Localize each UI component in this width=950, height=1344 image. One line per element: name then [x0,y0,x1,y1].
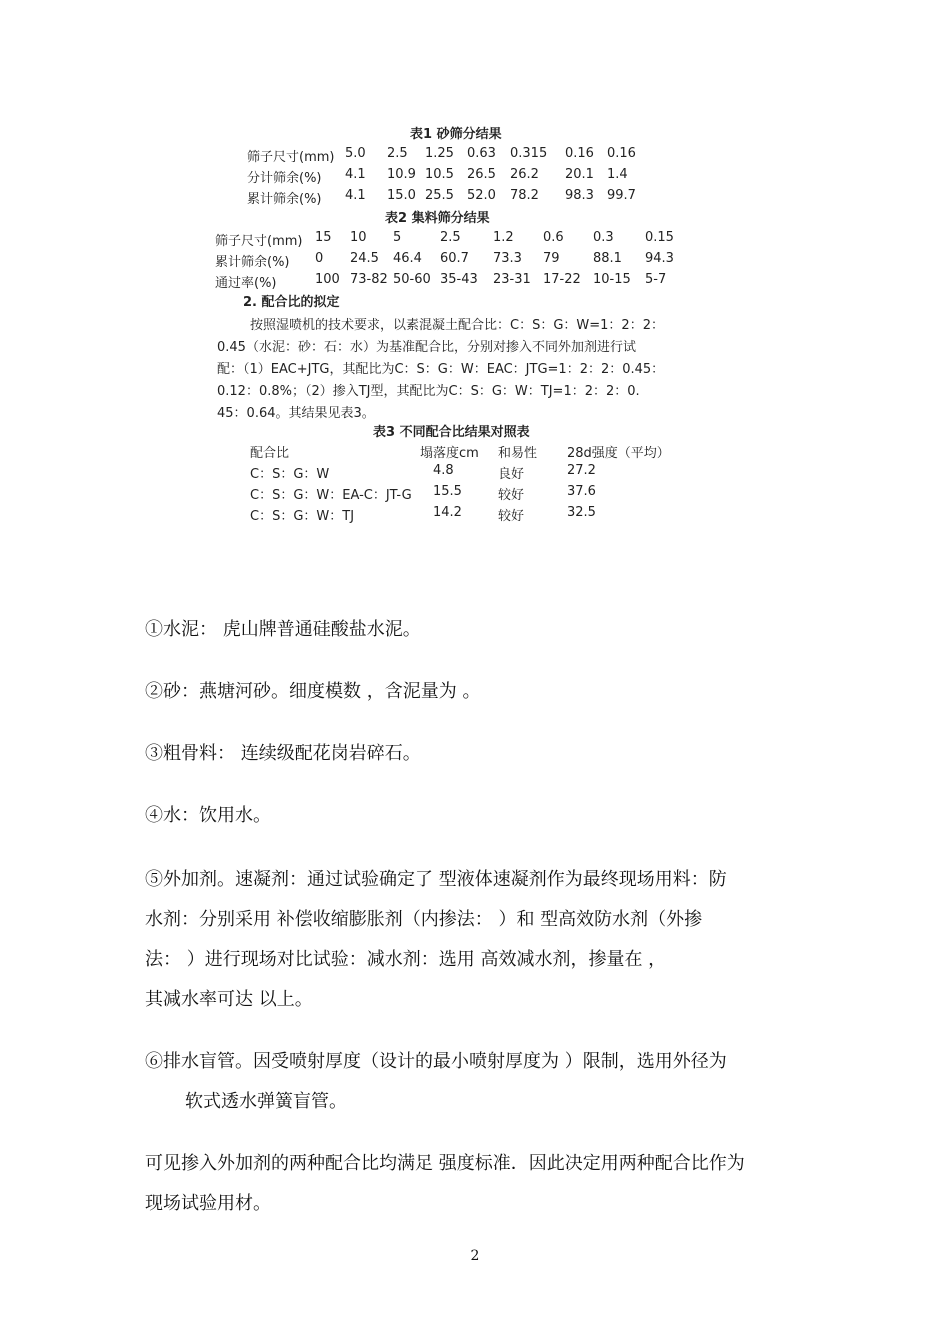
table3-cell: 37.6 [567,484,596,499]
table2-cell: 10-15 [593,272,631,287]
table1-cell: 78.2 [510,188,539,203]
section2-line: 45：0.64。其结果见表3。 [217,406,375,421]
paragraph-admixture-line: ⑤外加剂。速凝剂：通过试验确定了 型液体速凝剂作为最终现场用料：防 [145,869,727,890]
table2-cell: 0.6 [543,230,564,245]
table2-cell: 1.2 [493,230,514,245]
table1-cell: 26.2 [510,167,539,182]
table3-cell: C：S：G：W：EA-C：JT-G [250,488,412,503]
table2-cell: 2.5 [440,230,461,245]
table1-cell: 15.0 [387,188,416,203]
table2-cell: 60.7 [440,251,469,266]
section2-heading: 2. 配合比的拟定 [243,295,340,310]
scanned-figure [205,115,695,525]
table1-cell: 10.5 [425,167,454,182]
paragraph-conclusion-line: 可见掺入外加剂的两种配合比均满足 强度标准．因此决定用两种配合比作为 [145,1153,745,1174]
paragraph-admixture-line: 法： ）进行现场对比试验：减水剂：选用 高效减水剂，掺量在 ， [145,949,667,970]
table2-cell: 15 [315,230,332,245]
paragraph-admixture-line: 水剂：分别采用 补偿收缩膨胀剂（内掺法： ）和 型高效防水剂（外掺 [145,909,703,930]
table2-cell: 23-31 [493,272,531,287]
table2-cell: 73.3 [493,251,522,266]
paragraph-cement: ①水泥： 虎山牌普通硅酸盐水泥。 [145,619,421,640]
table1-cell: 0.315 [510,146,548,161]
table1-cell: 1.25 [425,146,454,161]
section2-line: 配：（1）EAC+JTG，其配比为C：S：G：W：EAC：JTG=1：2：2：0.45： [217,362,665,377]
table2-cell: 100 [315,272,340,287]
table2-cell: 0.3 [593,230,614,245]
table2-cell: 0.15 [645,230,674,245]
table1-cell: 52.0 [467,188,496,203]
table2-cell: 73-82 [350,272,388,287]
table1-cell: 0.16 [565,146,594,161]
paragraph-drain-pipe-line: 软式透水弹簧盲管。 [185,1091,347,1112]
table2-cell: 88.1 [593,251,622,266]
table1-title: 表1 砂筛分结果 [410,127,502,142]
table1-cell: 99.7 [607,188,636,203]
table2-row-label: 累计筛余(%) [215,255,290,270]
table3-cell: C：S：G：W [250,467,330,482]
paragraph-admixture-line: 其减水率可达 以上。 [145,989,313,1010]
table3-cell: C：S：G：W：TJ [250,509,355,524]
table2-cell: 17-22 [543,272,581,287]
paragraph-drain-pipe-line: ⑥排水盲管。因受喷射厚度（设计的最小喷射厚度为 ）限制，选用外径为 [145,1051,727,1072]
table1-cell: 2.5 [387,146,408,161]
table2-cell: 46.4 [393,251,422,266]
section2-line: 0.12：0.8%；（2）掺入TJ型，其配比为C：S：G：W：TJ=1：2：2：0. [217,384,640,399]
table1-cell: 4.1 [345,167,366,182]
page-number: 2 [470,1248,480,1264]
table2-cell: 10 [350,230,367,245]
table3-title: 表3 不同配合比结果对照表 [373,425,530,440]
table3-cell: 15.5 [433,484,462,499]
table3-cell: 较好 [498,509,525,524]
table2-cell: 24.5 [350,251,379,266]
table2-row-label: 筛子尺寸(mm) [215,234,303,249]
table2-cell: 94.3 [645,251,674,266]
table1-cell: 26.5 [467,167,496,182]
table3-header: 和易性 [498,446,538,461]
table2-title: 表2 集料筛分结果 [385,211,490,226]
table1-cell: 98.3 [565,188,594,203]
table1-cell: 10.9 [387,167,416,182]
table3-cell: 27.2 [567,463,596,478]
paragraph-water: ④水：饮用水。 [145,805,271,826]
paragraph-sand: ②砂：燕塘河砂。细度模数 ，含泥量为 。 [145,681,481,702]
table2-cell: 35-43 [440,272,478,287]
table1-cell: 1.4 [607,167,628,182]
section2-line: 0.45（水泥：砂：石：水）为基准配合比，分别对掺入不同外加剂进行试 [217,340,636,355]
table2-cell: 79 [543,251,560,266]
table2-cell: 5 [393,230,402,245]
table3-cell: 4.8 [433,463,454,478]
table1-row-label: 分计筛余(%) [247,171,322,186]
table1-cell: 0.63 [467,146,496,161]
table3-cell: 32.5 [567,505,596,520]
table3-cell: 14.2 [433,505,462,520]
table1-row-label: 筛子尺寸(mm) [247,150,335,165]
table1-cell: 5.0 [345,146,366,161]
table2-cell: 0 [315,251,324,266]
table3-cell: 良好 [498,467,525,482]
section2-line: 按照湿喷机的技术要求，以素混凝土配合比：C：S：G：W=1：2：2： [250,318,664,333]
paragraph-conclusion-line: 现场试验用材。 [145,1193,271,1214]
table2-cell: 5-7 [645,272,667,287]
table1-cell: 20.1 [565,167,594,182]
table2-row-label: 通过率(%) [215,276,277,291]
table1-cell: 4.1 [345,188,366,203]
table3-header: 塌落度cm [420,446,479,461]
table2-cell: 50-60 [393,272,431,287]
paragraph-aggregate: ③粗骨料： 连续级配花岗岩碎石。 [145,743,421,764]
table1-cell: 25.5 [425,188,454,203]
table3-header: 配合比 [250,446,290,461]
table3-cell: 较好 [498,488,525,503]
table1-cell: 0.16 [607,146,636,161]
table3-header: 28d强度（平均） [567,446,670,461]
table1-row-label: 累计筛余(%) [247,192,322,207]
